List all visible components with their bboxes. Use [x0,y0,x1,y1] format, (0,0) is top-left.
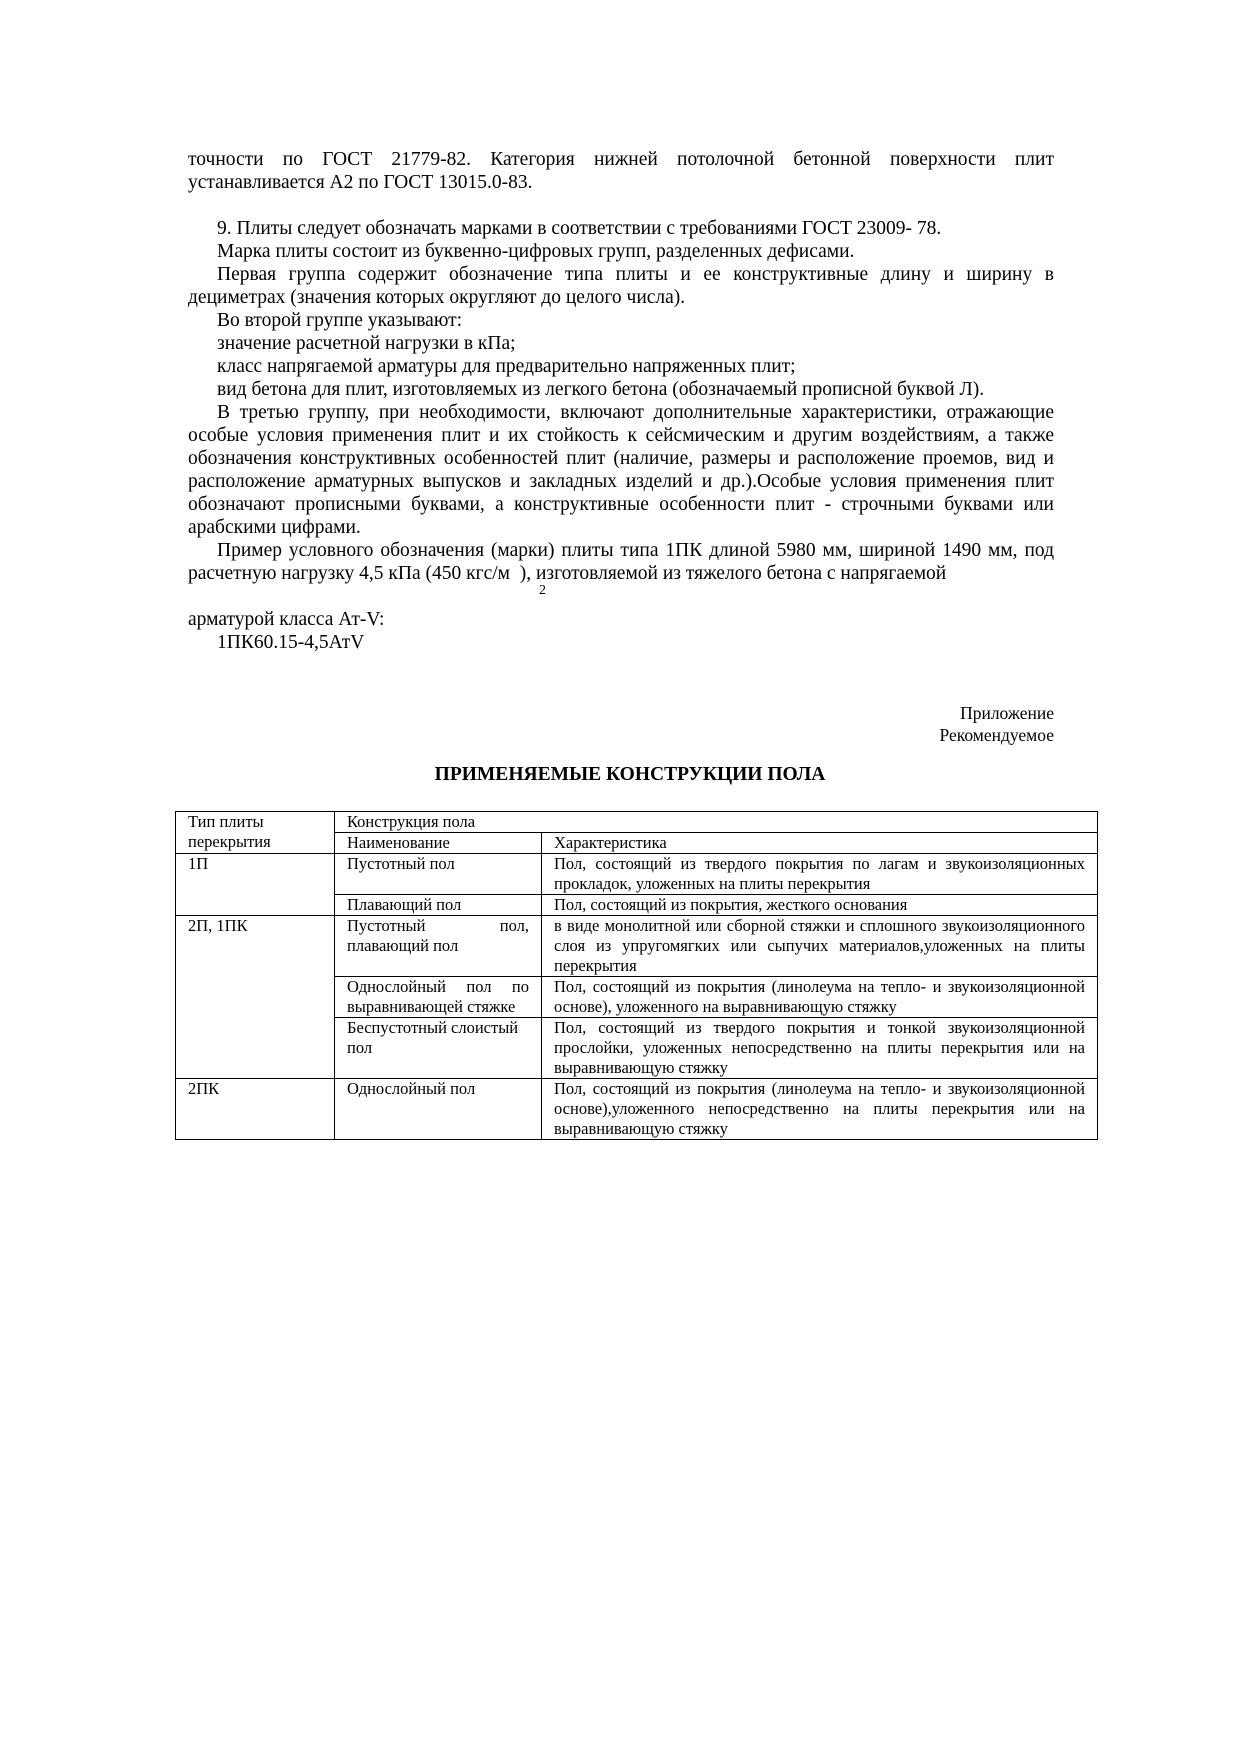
cell-name: Беспустотный слоистый пол [335,1018,542,1079]
cell-characteristic: в виде монолитной или сборной стяжки и сплошного звукоизоляционного слоя из упругомягких или сыпучих материалов,уложенных на плиты перекрытия [542,916,1098,977]
header-slab-type [176,812,335,854]
cell-characteristic: Пол, состоящий из покрытия, жесткого основания [542,895,1098,916]
example-text-end: ), изготовляемой из тяжелого бетона с напрягаемой [519,563,947,584]
paragraph: 9. Плиты следует обозначать марками в соответствии с требованиями ГОСТ 23009- 78. [217,218,942,239]
cell-name: Пустотный пол, плавающий пол [335,916,542,977]
table-row [176,1079,1098,1140]
paragraph: точности по ГОСТ 21779-82. Категория нижней потолочной бетонной поверхности плит устанавливается А2 по ГОСТ 13015.0-83. [188,149,1054,193]
example-text-start: Пример условного обозначения (марки) плиты типа 1ПК длиной 5980 мм, шириной 1490 мм, под расчетную нагрузку 4,5 кПа (450 кгс/м [188,540,1054,584]
header-construction: Конструкция пола [335,812,1098,833]
cell-characteristic: Пол, состоящий из покрытия (линолеума на тепло- и звукоизоляционной основе),уложенного непосредственно на плиты перекрытия или на выравнивающую стяжку [542,1079,1098,1140]
example-paragraph [188,539,1054,598]
cell-name: Однослойный пол [335,1079,542,1140]
body-text [188,148,1054,654]
appendix-type: Рекомендуемое [939,725,1054,745]
header-characteristic: Характеристика [542,833,1098,854]
cell-characteristic: Пол, состоящий из покрытия (линолеума на тепло- и звукоизоляционной основе), уложенного на выравнивающую стяжку [542,977,1098,1018]
appendix-line: Приложение [960,703,1054,723]
table-header-row [176,812,1098,833]
cell-type: 2ПК [176,1079,335,1140]
paragraph: Первая группа содержит обозначение типа плиты и ее конструктивные длину и ширину в дециметрах (значения которых округляют до целого числа). [188,264,1054,308]
cell-name: Однослойный пол по выравнивающей стяжке [335,977,542,1018]
appendix-label [939,702,1054,746]
floor-constructions-table [175,811,1098,1140]
paragraph: вид бетона для плит, изготовляемых из легкого бетона (обозначаемый прописной буквой Л). [217,379,985,400]
table-row [176,916,1098,977]
cell-characteristic: Пол, состоящий из твердого покрытия по лагам и звукоизоляционных прокладок, уложенных на плиты перекрытия [542,854,1098,895]
header-type-line: перекрытия [188,832,271,851]
table-row [176,854,1098,895]
example-mark: 1ПК60.15-4,5АтV [217,632,365,653]
cell-type: 2П, 1ПК [176,916,335,1079]
superscript-2: 2 [538,583,546,598]
cell-name: Плавающий пол [335,895,542,916]
paragraph: В третью группу, при необходимости, включают дополнительные характеристики, отражающие особые условия применения плит и их стойкость к сейсмическим и другим воздействиям, а также обозначения конструктивных особенностей плит (наличие, размеры и расположение проемов, вид и расположение арматурных выпусков и закладных изделий и др.).Особые условия применения плит обозначают прописными буквами, а конструктивные особенности плит - строчными буквами или арабскими цифрами. [188,402,1054,538]
cell-type: 1П [176,854,335,916]
table-title: ПРИМЕНЯЕМЫЕ КОНСТРУКЦИИ ПОЛА [434,764,826,785]
paragraph: Марка плиты состоит из буквенно-цифровых групп, разделенных дефисами. [217,241,855,262]
paragraph: значение расчетной нагрузки в кПа; [217,333,516,354]
header-name: Наименование [335,833,542,854]
cell-name: Пустотный пол [335,854,542,895]
paragraph: Во второй группе указывают: [217,310,463,331]
paragraph: арматурой класса Ат-V: [188,609,385,630]
header-type-line: Тип плиты [188,812,264,831]
paragraph: класс напрягаемой арматуры для предварительно напряженных плит; [217,356,796,377]
cell-characteristic: Пол, состоящий из твердого покрытия и тонкой звукоизоляционной прослойки, уложенных непосредственно на плиты перекрытия или на выравнивающую стяжку [542,1018,1098,1079]
